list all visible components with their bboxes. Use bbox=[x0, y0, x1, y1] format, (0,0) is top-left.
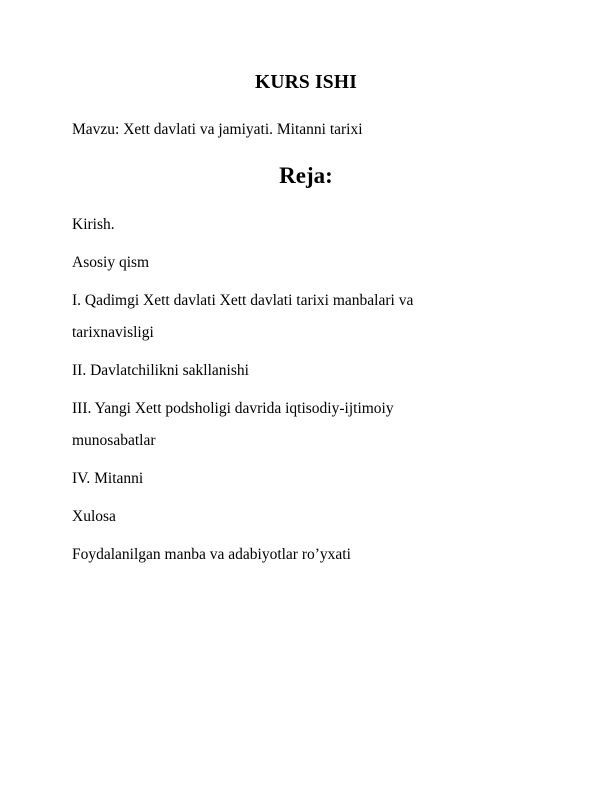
list-item: IV. Mitanni bbox=[72, 470, 144, 487]
list-item: II. Davlatchilikni sakllanishi bbox=[72, 362, 249, 379]
list-item: I. Qadimgi Xett davlati Xett davlati tarixi manbalari va tarixnavisligi bbox=[72, 292, 414, 341]
subject-line: Mavzu: Xett davlati va jamiyati. Mitanni tarixi bbox=[72, 121, 363, 138]
list-item: Foydalanilgan manba va adabiyotlar ro’yxati bbox=[72, 546, 351, 563]
section-heading-reja: Reja: bbox=[279, 163, 333, 188]
list-item: Asosiy qism bbox=[72, 254, 150, 271]
list-item: Kirish. bbox=[72, 216, 115, 233]
outline-list bbox=[72, 209, 540, 571]
page-title: KURS ISHI bbox=[254, 72, 358, 93]
list-item: III. Yangi Xett podsholigi davrida iqtisodiy-ijtimoiy munosabatlar bbox=[72, 400, 394, 449]
list-item: Xulosa bbox=[72, 508, 116, 525]
